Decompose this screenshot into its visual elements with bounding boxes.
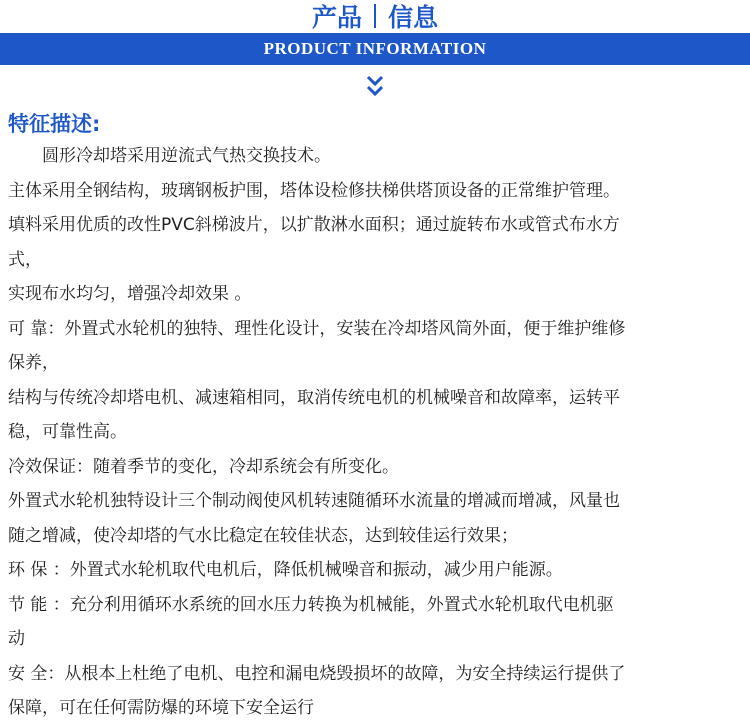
double-chevron-down-icon [366, 74, 384, 100]
section-heading: 特征描述: [8, 112, 101, 136]
header-banner [0, 33, 750, 65]
description-line: 填料采用优质的改性PVC斜梯波片，以扩散淋水面积；通过旋转布水或管式布水方 [8, 215, 620, 235]
description-line: 外置式水轮机独特设计三个制动阀使风机转速随循环水流量的增减而增减，风量也 [8, 491, 620, 511]
description-line: 主体采用全钢结构，玻璃钢板护围，塔体设检修扶梯供塔顶设备的正常维护管理。 [8, 180, 620, 201]
description-line: 保障，可在任何需防爆的环境下安全运行 [8, 698, 314, 718]
banner-subtitle: PRODUCT INFORMATION [263, 39, 487, 58]
description-line: 节 能 ：充分利用循环水系统的回水压力转换为机械能，外置式水轮机取代电机驱 [8, 594, 614, 615]
description-line: 随之增减，使冷却塔的气水比稳定在较佳状态，达到较佳运行效果； [8, 525, 518, 546]
description-line: 式， [8, 249, 42, 270]
description-line: 环 保 ：外置式水轮机取代电机后，降低机械噪音和振动，减少用户能源。 [8, 560, 563, 580]
feature-description [8, 139, 744, 726]
description-line: 安 全：从根本上杜绝了电机、电控和漏电烧毁损坏的故障，为安全持续运行提供了 [8, 663, 626, 684]
description-line: 保养， [8, 353, 59, 373]
header-title-left: 产品 [311, 3, 362, 32]
header-title-divider [374, 4, 376, 28]
description-line: 圆形冷却塔采用逆流式气热交换技术。 [42, 146, 331, 166]
description-line: 动 [8, 629, 25, 649]
description-line: 实现布水均匀，增强冷却效果 。 [8, 284, 252, 304]
description-line: 稳，可靠性高。 [8, 422, 127, 442]
header-title-right: 信息 [388, 3, 439, 32]
page-header-title [0, 0, 750, 32]
description-line: 可 靠：外置式水轮机的独特、理性化设计，安装在冷却塔风筒外面，便于维护维修 [8, 318, 626, 339]
description-line: 结构与传统冷却塔电机、减速箱相同，取消传统电机的机械噪音和故障率，运转平 [8, 387, 620, 408]
description-line: 冷效保证：随着季节的变化，冷却系统会有所变化。 [8, 456, 399, 477]
